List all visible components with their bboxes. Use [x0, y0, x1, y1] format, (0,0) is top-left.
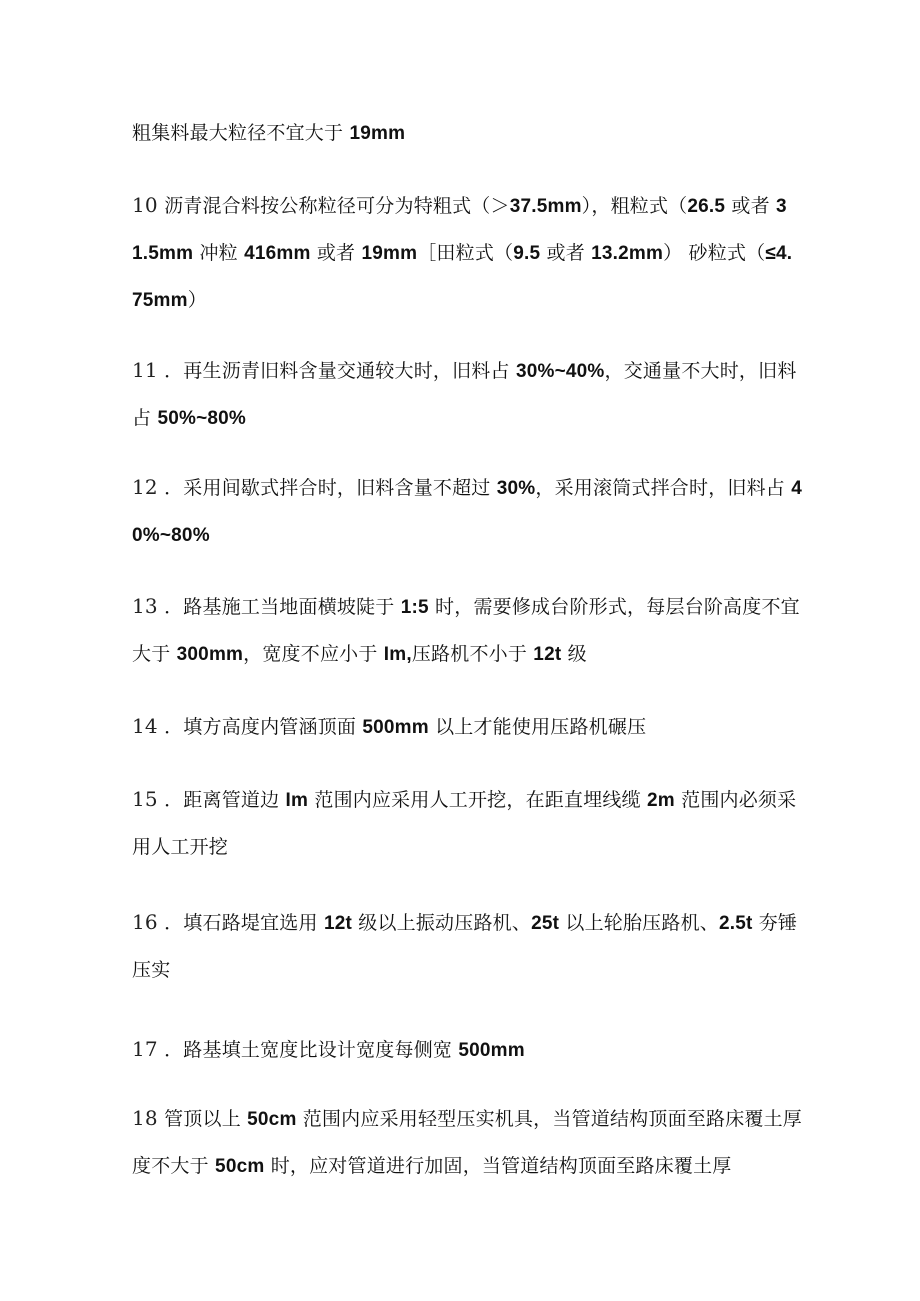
item-number: 10	[132, 193, 158, 217]
text-segment: 冲粒	[193, 242, 245, 264]
bold-value: 500mm	[362, 717, 429, 738]
bold-value: 1:5	[400, 597, 429, 618]
paragraph-18	[132, 1095, 802, 1190]
bold-value: 26.5	[687, 196, 726, 217]
item-number: 14	[132, 714, 158, 738]
text-segment: 或者	[725, 195, 777, 217]
bold-value: 40%~80%	[132, 478, 803, 546]
text-segment: ．填方高度内管涵顶面	[157, 716, 363, 738]
text-segment: 粗集料最大粒径不宜大于	[132, 122, 350, 144]
paragraph-14	[132, 703, 802, 751]
item-number: 12	[132, 475, 158, 499]
text-segment: 以上才能使用压路机碾压	[428, 716, 647, 738]
bold-value: 30%~40%	[515, 361, 605, 382]
bold-value: 50%~80%	[157, 408, 247, 429]
item-number: 11	[132, 358, 158, 382]
paragraph-16	[132, 899, 802, 994]
paragraph-10	[132, 182, 802, 324]
bold-value: 2.5t	[718, 913, 753, 934]
text-segment: 时，需要修成台阶形式，每层台阶高度不宜大于	[132, 596, 800, 665]
bold-value: 12t	[533, 644, 562, 665]
text-segment: ．距离管道边	[157, 789, 286, 811]
item-number: 13	[132, 594, 158, 618]
bold-value: 25t	[531, 913, 560, 934]
text-segment: ．再生沥青旧料含量交通较大时，旧料占	[157, 360, 516, 382]
bold-value: 9.5	[513, 243, 541, 264]
text-segment: 范围内应采用轻型压实机具，当管道结构顶面至路床覆土厚度不大于	[132, 1108, 802, 1177]
text-segment: ） 砂粒式（	[663, 242, 766, 264]
text-segment: 级以上振动压路机、	[352, 912, 532, 934]
text-segment: ．路基填土宽度比设计宽度每侧宽	[157, 1039, 459, 1061]
bold-value: 2m	[647, 790, 675, 811]
text-segment: 管顶以上	[157, 1108, 248, 1130]
item-number: 17	[132, 1037, 158, 1061]
paragraph-17	[132, 1026, 802, 1074]
bold-value: 19mm	[349, 123, 406, 144]
text-segment: 或者	[310, 242, 362, 264]
bold-value: 50cm	[247, 1109, 297, 1130]
paragraph-11	[132, 347, 802, 442]
paragraph-13	[132, 583, 802, 678]
text-segment: ，采用滚筒式拌合时，旧料占	[535, 477, 792, 499]
bold-value: 37.5mm	[509, 196, 582, 217]
text-segment: ），粗粒式（	[581, 195, 688, 217]
text-segment: ．采用间歇式拌合时，旧料含量不超过	[157, 477, 497, 499]
text-segment: 范围内应采用人工开挖，在距直埋线缆	[308, 789, 648, 811]
bold-value: 50cm	[215, 1156, 265, 1177]
text-segment: ）	[187, 289, 207, 311]
paragraph-9	[132, 110, 802, 157]
paragraph-12	[132, 464, 802, 559]
bold-value: 19mm	[361, 243, 418, 264]
bold-value: Im	[285, 790, 309, 811]
text-segment: 沥青混合料按公称粒径可分为特粗式（＞	[157, 195, 510, 217]
text-segment: 夯锤压实	[132, 912, 798, 981]
item-number: 18	[132, 1106, 158, 1130]
text-segment: ［田粒式（	[417, 242, 514, 264]
text-segment: ，宽度不应小于	[243, 643, 384, 665]
bold-value: 31.5mm	[132, 196, 787, 264]
text-segment: 级	[561, 643, 587, 665]
text-segment: 以上轮胎压路机、	[559, 912, 719, 934]
text-segment: 压路机不小于	[411, 643, 534, 665]
text-segment: 或者	[540, 242, 592, 264]
bold-value: 12t	[323, 913, 353, 934]
bold-value: 13.2mm	[591, 243, 664, 264]
bold-value: 300mm	[176, 644, 244, 665]
text-segment: 范围内必须采用人工开挖	[132, 789, 797, 858]
item-number: 15	[132, 787, 158, 811]
item-number: 16	[132, 910, 158, 934]
text-segment: ，交通量不大时，旧料占	[132, 360, 797, 429]
bold-value: Im,	[383, 644, 412, 665]
bold-value: 500mm	[458, 1040, 525, 1061]
text-segment: ．填石路堤宜选用	[157, 912, 324, 934]
bold-value: 30%	[496, 478, 536, 499]
text-segment: 时，应对管道进行加固，当管道结构顶面至路床覆土厚	[264, 1155, 732, 1177]
text-segment: ．路基施工当地面横坡陡于	[157, 596, 401, 618]
bold-value: 416mm	[244, 243, 311, 264]
bold-value: ≤4.75mm	[132, 243, 793, 311]
paragraph-15	[132, 776, 802, 871]
